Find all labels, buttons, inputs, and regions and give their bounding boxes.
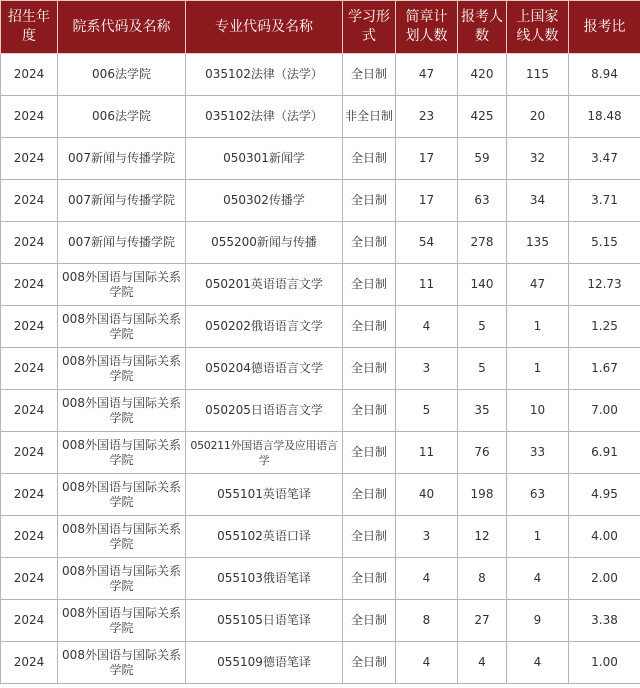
cell-application-ratio: 3.38 xyxy=(569,600,640,642)
header-row xyxy=(1,1,640,54)
cell-applicants: 140 xyxy=(458,264,507,306)
cell-study-mode: 全日制 xyxy=(343,432,396,474)
header-department: 院系代码及名称 xyxy=(58,1,186,54)
cell-application-ratio: 1.25 xyxy=(569,306,640,348)
cell-passed-national-line: 20 xyxy=(507,96,569,138)
cell-year: 2024 xyxy=(1,348,58,390)
cell-department: 008外国语与国际关系学院 xyxy=(58,474,186,516)
cell-planned-quota: 40 xyxy=(396,474,458,516)
cell-planned-quota: 11 xyxy=(396,432,458,474)
cell-applicants: 278 xyxy=(458,222,507,264)
cell-major: 050204德语语言文学 xyxy=(186,348,343,390)
cell-passed-national-line: 1 xyxy=(507,348,569,390)
cell-department: 007新闻与传播学院 xyxy=(58,138,186,180)
cell-department: 008外国语与国际关系学院 xyxy=(58,558,186,600)
cell-planned-quota: 4 xyxy=(396,558,458,600)
cell-applicants: 8 xyxy=(458,558,507,600)
cell-study-mode: 全日制 xyxy=(343,558,396,600)
table-row xyxy=(1,474,640,516)
cell-major: 035102法律（法学） xyxy=(186,54,343,96)
cell-application-ratio: 8.94 xyxy=(569,54,640,96)
cell-study-mode: 全日制 xyxy=(343,642,396,684)
cell-planned-quota: 8 xyxy=(396,600,458,642)
cell-study-mode: 全日制 xyxy=(343,138,396,180)
cell-applicants: 27 xyxy=(458,600,507,642)
cell-applicants: 198 xyxy=(458,474,507,516)
cell-major: 050301新闻学 xyxy=(186,138,343,180)
cell-year: 2024 xyxy=(1,600,58,642)
cell-department: 008外国语与国际关系学院 xyxy=(58,306,186,348)
cell-planned-quota: 3 xyxy=(396,516,458,558)
cell-application-ratio: 18.48 xyxy=(569,96,640,138)
cell-planned-quota: 11 xyxy=(396,264,458,306)
cell-planned-quota: 23 xyxy=(396,96,458,138)
cell-study-mode: 非全日制 xyxy=(343,96,396,138)
cell-application-ratio: 5.15 xyxy=(569,222,640,264)
cell-major: 055101英语笔译 xyxy=(186,474,343,516)
cell-study-mode: 全日制 xyxy=(343,264,396,306)
cell-major: 050205日语语言文学 xyxy=(186,390,343,432)
cell-application-ratio: 12.73 xyxy=(569,264,640,306)
cell-planned-quota: 54 xyxy=(396,222,458,264)
table-row xyxy=(1,558,640,600)
cell-study-mode: 全日制 xyxy=(343,516,396,558)
cell-department: 008外国语与国际关系学院 xyxy=(58,642,186,684)
cell-department: 008外国语与国际关系学院 xyxy=(58,264,186,306)
cell-study-mode: 全日制 xyxy=(343,390,396,432)
cell-passed-national-line: 47 xyxy=(507,264,569,306)
cell-department: 008外国语与国际关系学院 xyxy=(58,432,186,474)
cell-passed-national-line: 115 xyxy=(507,54,569,96)
cell-year: 2024 xyxy=(1,558,58,600)
cell-study-mode: 全日制 xyxy=(343,348,396,390)
cell-planned-quota: 17 xyxy=(396,180,458,222)
cell-applicants: 5 xyxy=(458,348,507,390)
cell-passed-national-line: 33 xyxy=(507,432,569,474)
table-row xyxy=(1,306,640,348)
cell-applicants: 76 xyxy=(458,432,507,474)
header-applicants: 报考人数 xyxy=(458,1,507,54)
cell-passed-national-line: 1 xyxy=(507,306,569,348)
cell-passed-national-line: 34 xyxy=(507,180,569,222)
cell-applicants: 35 xyxy=(458,390,507,432)
cell-major: 055103俄语笔译 xyxy=(186,558,343,600)
cell-study-mode: 全日制 xyxy=(343,306,396,348)
header-planned-quota: 简章计划人数 xyxy=(396,1,458,54)
cell-passed-national-line: 10 xyxy=(507,390,569,432)
cell-applicants: 425 xyxy=(458,96,507,138)
table-row xyxy=(1,348,640,390)
table-row xyxy=(1,600,640,642)
cell-year: 2024 xyxy=(1,642,58,684)
cell-year: 2024 xyxy=(1,306,58,348)
cell-application-ratio: 6.91 xyxy=(569,432,640,474)
cell-major: 050211外国语言学及应用语言学 xyxy=(186,432,343,474)
cell-passed-national-line: 4 xyxy=(507,558,569,600)
cell-passed-national-line: 135 xyxy=(507,222,569,264)
header-study-mode: 学习形式 xyxy=(343,1,396,54)
cell-passed-national-line: 4 xyxy=(507,642,569,684)
cell-major: 050201英语语言文学 xyxy=(186,264,343,306)
cell-applicants: 63 xyxy=(458,180,507,222)
cell-year: 2024 xyxy=(1,264,58,306)
cell-planned-quota: 3 xyxy=(396,348,458,390)
cell-year: 2024 xyxy=(1,390,58,432)
cell-department: 007新闻与传播学院 xyxy=(58,222,186,264)
cell-major: 050202俄语语言文学 xyxy=(186,306,343,348)
cell-year: 2024 xyxy=(1,432,58,474)
cell-department: 006法学院 xyxy=(58,54,186,96)
cell-major: 035102法律（法学） xyxy=(186,96,343,138)
cell-study-mode: 全日制 xyxy=(343,180,396,222)
cell-planned-quota: 4 xyxy=(396,306,458,348)
cell-department: 007新闻与传播学院 xyxy=(58,180,186,222)
cell-passed-national-line: 63 xyxy=(507,474,569,516)
cell-application-ratio: 1.00 xyxy=(569,642,640,684)
cell-study-mode: 全日制 xyxy=(343,600,396,642)
table-row xyxy=(1,54,640,96)
cell-passed-national-line: 9 xyxy=(507,600,569,642)
cell-department: 006法学院 xyxy=(58,96,186,138)
table-row xyxy=(1,180,640,222)
header-year: 招生年度 xyxy=(1,1,58,54)
cell-major: 050302传播学 xyxy=(186,180,343,222)
cell-application-ratio: 4.00 xyxy=(569,516,640,558)
cell-application-ratio: 3.47 xyxy=(569,138,640,180)
cell-year: 2024 xyxy=(1,516,58,558)
cell-planned-quota: 17 xyxy=(396,138,458,180)
cell-year: 2024 xyxy=(1,54,58,96)
cell-planned-quota: 47 xyxy=(396,54,458,96)
table-row xyxy=(1,390,640,432)
cell-year: 2024 xyxy=(1,222,58,264)
table-row xyxy=(1,222,640,264)
cell-year: 2024 xyxy=(1,474,58,516)
cell-application-ratio: 4.95 xyxy=(569,474,640,516)
cell-year: 2024 xyxy=(1,96,58,138)
table-row xyxy=(1,264,640,306)
cell-passed-national-line: 32 xyxy=(507,138,569,180)
cell-department: 008外国语与国际关系学院 xyxy=(58,390,186,432)
table-row xyxy=(1,138,640,180)
cell-year: 2024 xyxy=(1,180,58,222)
cell-study-mode: 全日制 xyxy=(343,222,396,264)
header-passed-national-line: 上国家线人数 xyxy=(507,1,569,54)
cell-study-mode: 全日制 xyxy=(343,54,396,96)
table-row xyxy=(1,642,640,684)
table-row xyxy=(1,432,640,474)
cell-passed-national-line: 1 xyxy=(507,516,569,558)
cell-major: 055109德语笔译 xyxy=(186,642,343,684)
cell-applicants: 4 xyxy=(458,642,507,684)
cell-major: 055200新闻与传播 xyxy=(186,222,343,264)
cell-department: 008外国语与国际关系学院 xyxy=(58,348,186,390)
cell-applicants: 59 xyxy=(458,138,507,180)
cell-planned-quota: 5 xyxy=(396,390,458,432)
cell-department: 008外国语与国际关系学院 xyxy=(58,600,186,642)
cell-planned-quota: 4 xyxy=(396,642,458,684)
header-major: 专业代码及名称 xyxy=(186,1,343,54)
cell-application-ratio: 7.00 xyxy=(569,390,640,432)
header-application-ratio: 报考比 xyxy=(569,1,640,54)
cell-application-ratio: 3.71 xyxy=(569,180,640,222)
cell-year: 2024 xyxy=(1,138,58,180)
cell-applicants: 12 xyxy=(458,516,507,558)
cell-major: 055105日语笔译 xyxy=(186,600,343,642)
cell-applicants: 420 xyxy=(458,54,507,96)
cell-applicants: 5 xyxy=(458,306,507,348)
cell-study-mode: 全日制 xyxy=(343,474,396,516)
table-row xyxy=(1,96,640,138)
cell-application-ratio: 1.67 xyxy=(569,348,640,390)
cell-department: 008外国语与国际关系学院 xyxy=(58,516,186,558)
table-row xyxy=(1,516,640,558)
cell-application-ratio: 2.00 xyxy=(569,558,640,600)
cell-major: 055102英语口译 xyxy=(186,516,343,558)
